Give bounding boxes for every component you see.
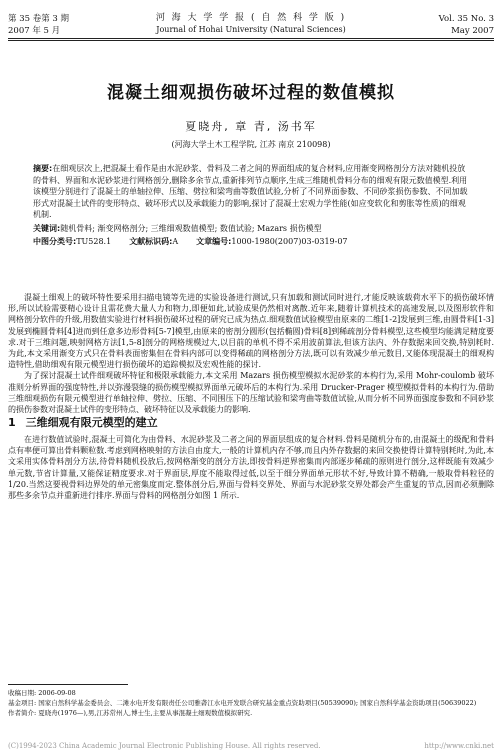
journal-name-cn: 河 海 大 学 学 报 ( 自 然 科 学 版 ) xyxy=(155,13,347,23)
volume-issue-en: Vol. 35 No. 3 xyxy=(438,14,494,24)
section-number: 1 xyxy=(8,416,16,429)
journal-name-en: Journal of Hohai University (Natural Sciences) xyxy=(156,25,346,34)
paper-title: 混凝土细观损伤破坏过程的数值模拟 xyxy=(107,83,395,103)
publication-date-en: May 2007 xyxy=(451,26,494,36)
article-number xyxy=(196,236,347,248)
clc-value: TU528.1 xyxy=(76,237,112,246)
header-rule-2 xyxy=(8,40,494,41)
introduction xyxy=(8,292,494,415)
intro-paragraph-2: 为了探讨混凝土试件细观破坏特征和极限承载能力,本文采用 Mazars 损伤模型模拟水泥砂浆的本构行为,采用 Mohr-coulomb 破坏准则分析界面的强度特性,并以弥漫裂缝的损伤模型模拟界面单元破坏后的本构行为.采用 Drucker-Prager 模型模拟骨料的本构行为.借助三维细观损伤有限元模型进行单轴拉伸、劈拉、压缩、不同围压下的压缩试验和梁弯曲等数值试验,从而分析不同界面强度参数和不同砂浆的损伤参数对混凝土试件的变形特点、破坏特征以及承载能力的影响. xyxy=(8,371,494,415)
classification-line xyxy=(33,236,473,248)
footnote-rule xyxy=(8,684,128,685)
doc-label: 文献标识码: xyxy=(129,237,173,246)
paper-authors: 夏晓舟, 章 青, 汤书军 xyxy=(185,120,317,133)
abstract-label: 摘要: xyxy=(33,164,53,173)
section-paragraph: 在进行数值试验时,混凝土可简化为由骨料、水泥砂浆及二者之间的界面层组成的复合材料.骨料是随机分布的,由混凝土的级配和骨料点有率便可算出骨料颗粒数.考虑到网格映射的方法自由度大,一般的计算机内存不够,而且内外存数据的来回交换使得计算特别耗时,为此,本文采用实体骨料剖分方法,待骨料随机投放后,按网格渐变的剖分方法,即按骨料逆界密集而内部逐步稀疏的原则进行剖分,这样既能有效减少单元数,节省计算量,又能保证精度要求.对于界面层,厚度不能取得过低,以至于细分界面单元形状不好,导致计算不精确,一般取骨料粒径的 1/20.当然这要视骨料边界处的单元密集度而定.整体剖分后,界面与骨料交界处、界面与水泥砂浆交界处都会产生重复的节点,因而必须删除那些多余节点并重新进行排序.界面与骨料的网格剖分如图 1 所示. xyxy=(8,435,494,501)
header-right xyxy=(439,13,494,37)
watermark-url[interactable]: http://www.cnki.net xyxy=(424,742,494,750)
section-heading xyxy=(8,414,158,430)
running-header xyxy=(0,0,502,40)
keywords xyxy=(33,223,473,235)
watermark-copyright: (C)1994-2023 China Academic Journal Electronic Publishing House. All rights reserved. xyxy=(8,742,321,750)
clc-code xyxy=(33,236,111,248)
footnote-author: 作者简介: 夏晓舟(1976—),男,江苏常州人,博士生,主要从事混凝土细观数值模拟研究. xyxy=(8,709,253,717)
intro-paragraph-1: 混凝土细观上的破坏特性要采用扫描电镜等先进的实验设备进行测试,只有加载和测试同时进行,才能反映该载荷水平下的损伤破坏情形,所以试验需要精心设计且需花费大量人力和物力,即便如此,试验成果仍然相对离散.近年来,随着计算机技术的高速发展,以及图形软件和网格剖分软件的升级,用数值实验进行材料损伤破坏过程的研究已成为热点.细观数值试验模型由原来的二维[1-2]发展到三维,由圆骨料[1-3]发展到椭圆骨料[4]进而到任意多边形骨料[5-7]模型,由原来的密剖分圆形(包括椭圆)骨料[8]到稀疏剖分骨料模型,这些模型均能满足精度要求.对于三维问题,映射网格方法[1,5-8]剖分的网格规模过大,以目前的单机不得不采用波前算法,但该方法内、外存数据来回交换,特别耗时.为此,本文采用渐变方式只在骨料表面密集但在骨料内部可以变得稀疏的网格剖分方法,既可以有效减少单元数目,又能体现混凝土的细观构造特性,借助细观有限元模型进行损伤破坏的追踪模拟及宏观性能的探讨. xyxy=(8,293,494,370)
abstract-block xyxy=(33,163,473,250)
volume-issue: 第 35 卷第 3 期 xyxy=(8,14,70,24)
abstract xyxy=(33,163,473,221)
article-label: 文章编号: xyxy=(196,237,232,246)
watermark xyxy=(8,742,494,750)
abstract-text: 在细观层次上,把混凝土看作是由水泥砂浆、骨料及二者之间的界面组成的复合材料,应用渐变网格剖分方法对随机投放的骨料、界面和水泥砂浆进行网格剖分,删除多余节点,重新排列节点顺序,生成三维随机骨料分布的细观有限元数值模型.利用该模型分别进行了混凝土的单轴拉伸、压缩、劈拉和梁弯曲等数值试验,分析了不同界面参数、不同砂浆损伤参数、不同加载形式对混凝土试件的变形特点、破坏形式以及承载能力的影响,探讨了混凝土宏观力学性能(如应变软化和剪胀等性质)的细观机制. xyxy=(33,164,468,219)
header-rule xyxy=(8,38,494,39)
document-code xyxy=(129,236,178,248)
article-value: 1000-1980(2007)03-0319-07 xyxy=(231,237,348,246)
footnote-funding: 基金项目: 国家自然科学基金委员会、二滩水电开发有限责任公司雅砻江水电开发联合研究基金重点资助项目(50539090); 国家自然科学基金资助项目(50639022) xyxy=(8,699,477,707)
doc-value: A xyxy=(172,237,179,246)
author-affiliation: (河海大学土木工程学院, 江苏 南京 210098) xyxy=(171,140,331,149)
keywords-text: 随机骨料; 渐变网格剖分; 三维细观数值模型; 数值试验; Mazars 损伤模型 xyxy=(60,223,322,233)
clc-label: 中图分类号: xyxy=(33,237,77,246)
publication-date: 2007 年 5 月 xyxy=(8,26,61,36)
section-body xyxy=(8,434,494,501)
keywords-label: 关键词: xyxy=(33,223,61,233)
section-title: 三维细观有限元模型的建立 xyxy=(25,416,158,429)
footnotes xyxy=(8,688,494,718)
footnote-received: 收稿日期: 2006-09-08 xyxy=(8,689,76,697)
